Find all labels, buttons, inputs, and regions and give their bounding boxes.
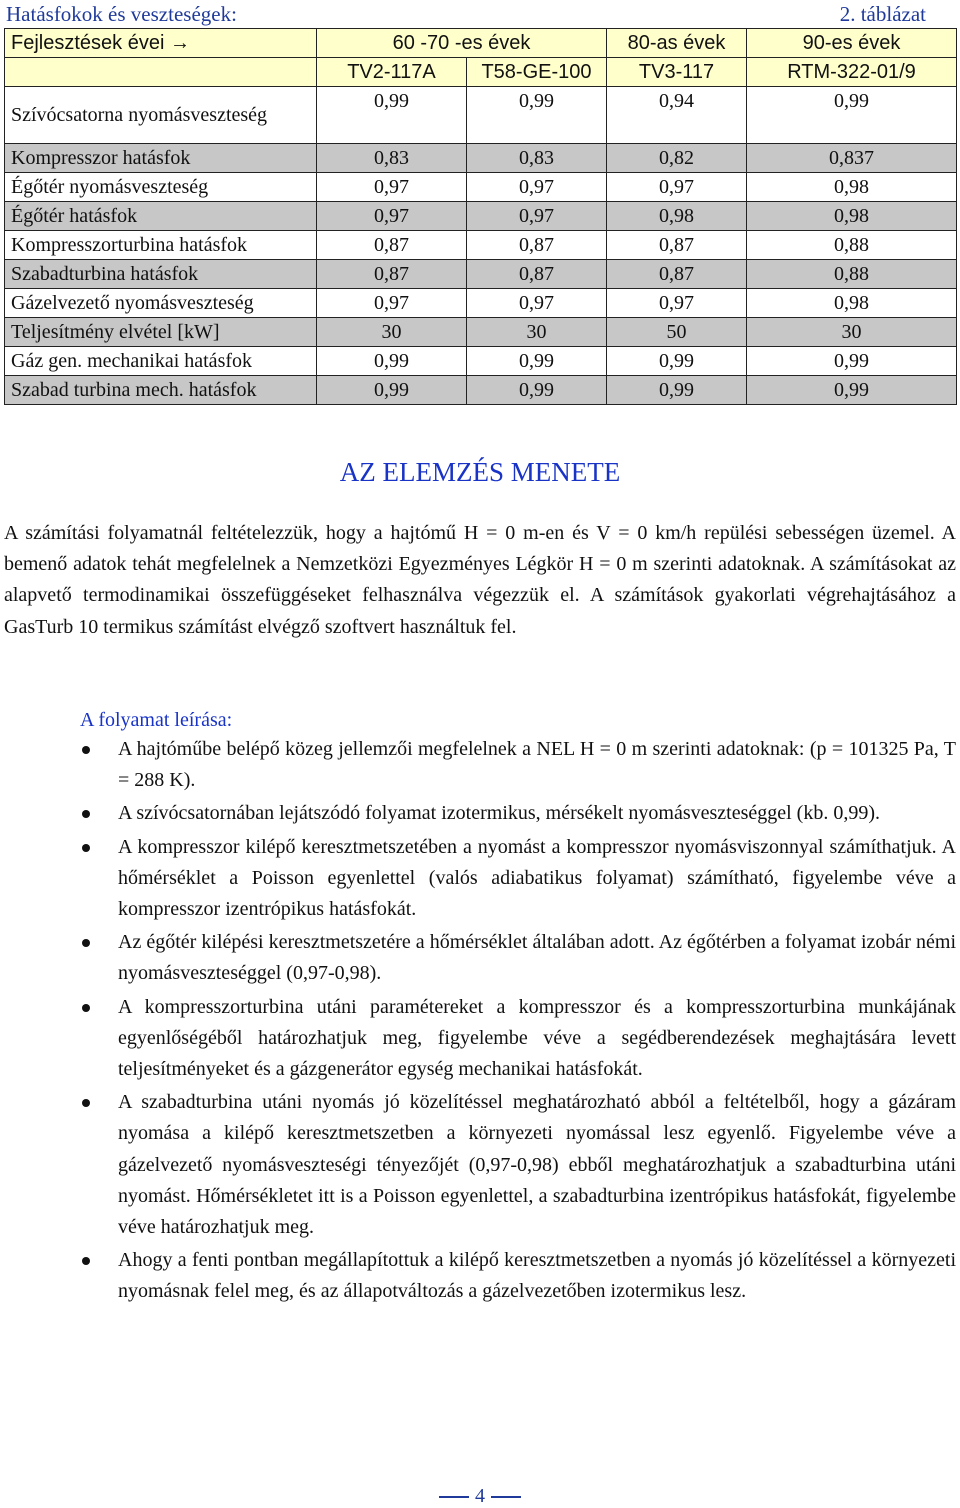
table-cell: 0,97	[467, 289, 607, 318]
list-item	[0, 927, 956, 989]
row-label: Kompresszorturbina hatásfok	[5, 231, 317, 260]
row-label: Égőtér nyomásveszteség	[5, 173, 317, 202]
row-label: Teljesítmény elvétel [kW]	[5, 318, 317, 347]
table-header-row-engines	[5, 58, 957, 87]
list-item-text: Ahogy a fenti pontban megállapítottuk a kilépő keresztmetszetben a nyomás jó közelítéssel a környezeti nyomásnak felel meg, és az állapotváltozás a gázelvezetőben izotermikus lesz.	[118, 1249, 956, 1303]
table-cell: 0,99	[747, 347, 957, 376]
list-item	[0, 832, 956, 926]
table-cell: 0,98	[747, 173, 957, 202]
list-item-text: A kompresszor kilépő keresztmetszetében a nyomást a kompresszor nyomásviszonnyal számíthatjuk. A hőmérséklet a Poisson egyenlettel (valós adiabatikus folyamat) számítható, figyelembe véve a kompresszor izentrópikus hatásfokát.	[118, 835, 956, 921]
table-cell: 30	[467, 318, 607, 347]
table-row	[5, 289, 957, 318]
header-empty-cell	[5, 58, 317, 87]
table-row	[5, 376, 957, 405]
row-label: Szabadturbina hatásfok	[5, 260, 317, 289]
table-cell: 0,97	[467, 202, 607, 231]
table-cell: 0,99	[747, 376, 957, 405]
table-cell: 0,99	[747, 87, 957, 144]
header-era-60-70: 60 -70 -es évek	[317, 29, 607, 58]
header-era-80: 80-as évek	[607, 29, 747, 58]
table-cell: 0,97	[317, 202, 467, 231]
process-list	[0, 734, 956, 1308]
table-cell: 0,83	[467, 144, 607, 173]
header-engine-t58-ge-100: T58-GE-100	[467, 58, 607, 87]
table-cell: 0,87	[317, 231, 467, 260]
header-development-years: Fejlesztések évei →	[5, 29, 317, 58]
table-cell: 0,94	[607, 87, 747, 144]
list-item	[0, 734, 956, 796]
list-item-text: A szabadturbina utáni nyomás jó közelítéssel meghatározható abból a feltételből, hogy a gázáram nyomása a kilépő keresztmetszetben a környezeti nyomással lesz egyenlő. Figyelembe véve a gázelvezető nyomásveszteségi tényezőjét (0,97-0,98) ebből meghatározhatjuk a szabadturbina utáni nyomást. Hőmérsékletet itt is a Poisson egyenlettel, a szabadturbina izentrópikus hatásfokát, figyelembe véve határozhatjuk meg.	[118, 1091, 956, 1239]
footer-dash-left	[439, 1496, 469, 1498]
table-caption-row	[6, 0, 926, 28]
table-cell: 50	[607, 318, 747, 347]
bullet-icon	[82, 939, 90, 947]
table-cell: 0,87	[607, 231, 747, 260]
header-era-90: 90-es évek	[747, 29, 957, 58]
table-cell: 0,99	[467, 87, 607, 144]
table-cell: 0,837	[747, 144, 957, 173]
table-cell: 0,88	[747, 231, 957, 260]
footer-dash-right	[491, 1496, 521, 1498]
list-item	[0, 1087, 956, 1243]
efficiency-loss-table	[4, 28, 957, 405]
table-cell: 0,98	[747, 202, 957, 231]
table-cell: 0,97	[467, 173, 607, 202]
table-row	[5, 202, 957, 231]
table-caption-title: Hatásfokok és veszteségek:	[6, 2, 237, 26]
list-item-text: A kompresszorturbina utáni paramétereket a kompresszor és a kompresszorturbina munkájának egyenlőségéből határozhatjuk meg, figyelembe véve a segédberendezések meghajtására levett teljesítményeket és a gázgenerátor egység mechanikai hatásfokát.	[118, 995, 956, 1081]
table-cell: 0,99	[317, 376, 467, 405]
table-cell: 0,97	[317, 289, 467, 318]
table-row	[5, 173, 957, 202]
header-engine-tv3-117: TV3-117	[607, 58, 747, 87]
header-engine-tv2-117a: TV2-117A	[317, 58, 467, 87]
table-cell: 0,98	[747, 289, 957, 318]
table-cell: 0,88	[747, 260, 957, 289]
table-caption-number: 2. táblázat	[839, 2, 926, 26]
table-row	[5, 347, 957, 376]
table-cell: 0,99	[317, 87, 467, 144]
list-item-text: A szívócsatornában lejátszódó folyamat izotermikus, mérsékelt nyomásveszteséggel (kb. 0,99).	[118, 802, 881, 825]
table-cell: 0,98	[607, 202, 747, 231]
row-label: Szívócsatorna nyomásveszteség	[5, 87, 317, 144]
list-item	[0, 1245, 956, 1307]
table-cell: 0,99	[607, 376, 747, 405]
page-number: 4	[475, 1485, 485, 1507]
table-cell: 0,97	[607, 289, 747, 318]
table-header-row-years	[5, 29, 957, 58]
bullet-icon	[82, 1099, 90, 1107]
bullet-icon	[82, 1257, 90, 1265]
table-cell: 0,87	[467, 260, 607, 289]
table-cell: 30	[747, 318, 957, 347]
row-label: Kompresszor hatásfok	[5, 144, 317, 173]
row-label: Gáz gen. mechanikai hatásfok	[5, 347, 317, 376]
table-row	[5, 318, 957, 347]
bullet-icon	[82, 844, 90, 852]
intro-paragraph: A számítási folyamatnál feltételezzük, hogy a hajtómű H = 0 m-en és V = 0 km/h repülési sebességen üzemel. A bemenő adatok tehát megfelelnek a Nemzetközi Egyezményes Légkör H = 0 m szerinti adatoknak. A számításokat az alapvető termodinamikai összefüggéseket felhasználva végezzük el. A számítások gyakorlati végrehajtásához a GasTurb 10 termikus számítást elvégző szoftvert használtuk fel.	[4, 522, 956, 638]
table-cell: 0,87	[607, 260, 747, 289]
list-item	[0, 798, 956, 829]
table-cell: 0,87	[317, 260, 467, 289]
table-cell: 30	[317, 318, 467, 347]
table-cell: 0,99	[467, 347, 607, 376]
table-row	[5, 231, 957, 260]
page-footer	[0, 1484, 960, 1508]
header-engine-rtm-322: RTM-322-01/9	[747, 58, 957, 87]
list-item-text: A hajtóműbe belépő közeg jellemzői megfelelnek a NEL H = 0 m szerinti adatoknak: (p = 101325 Pa, T = 288 K).	[118, 738, 956, 792]
row-label: Égőtér hatásfok	[5, 202, 317, 231]
table-cell: 0,97	[607, 173, 747, 202]
bullet-icon	[82, 746, 90, 754]
table-row	[5, 260, 957, 289]
row-label: Gázelvezető nyomásveszteség	[5, 289, 317, 318]
table-cell: 0,87	[467, 231, 607, 260]
bullet-icon	[82, 1004, 90, 1012]
table-row	[5, 87, 957, 144]
table-cell: 0,97	[317, 173, 467, 202]
table-cell: 0,99	[467, 376, 607, 405]
table-row	[5, 144, 957, 173]
table-cell: 0,99	[607, 347, 747, 376]
process-heading: A folyamat leírása:	[80, 709, 233, 731]
bullet-icon	[82, 810, 90, 818]
list-item-text: Az égőtér kilépési keresztmetszetére a hőmérséklet általában adott. Az égőtérben a folyamat izobár némi nyomásveszteséggel (0,97-0,98).	[118, 931, 956, 985]
table-cell: 0,82	[607, 144, 747, 173]
section-title: AZ ELEMZÉS MENETE	[339, 457, 621, 487]
table-cell: 0,83	[317, 144, 467, 173]
list-item	[0, 992, 956, 1086]
row-label: Szabad turbina mech. hatásfok	[5, 376, 317, 405]
table-cell: 0,99	[317, 347, 467, 376]
